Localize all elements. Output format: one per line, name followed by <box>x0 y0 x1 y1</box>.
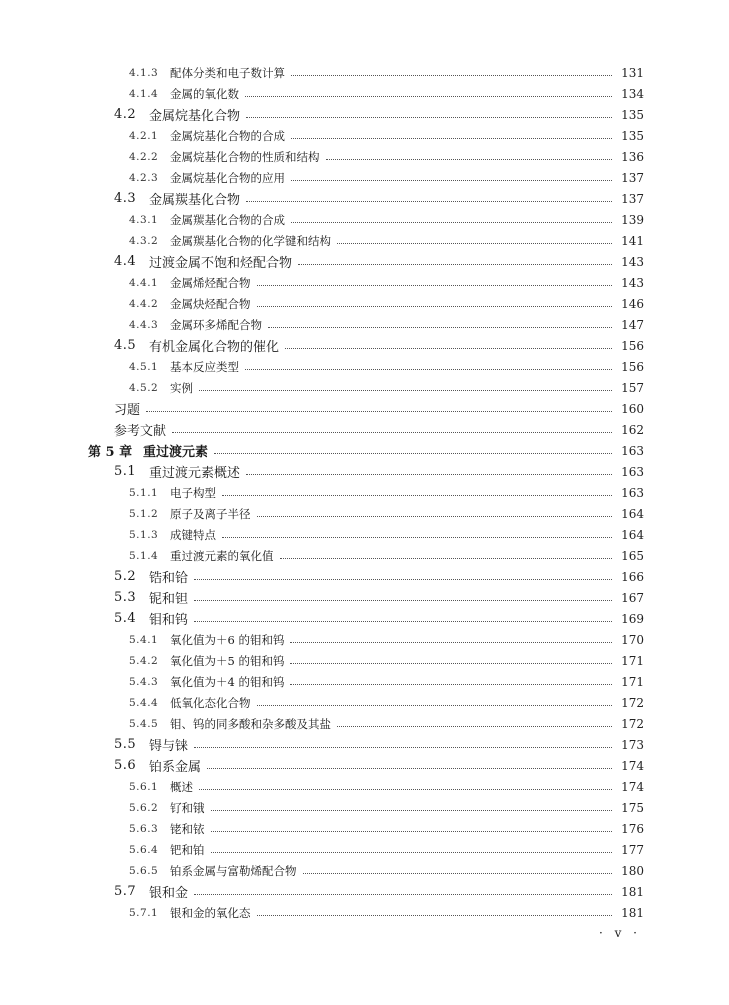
toc-entry-number: 5.6 <box>114 758 137 773</box>
dot-leader <box>257 285 613 286</box>
toc-entry-number: 5.4.3 <box>129 675 159 688</box>
dot-leader <box>280 558 613 559</box>
dot-leader <box>199 789 612 790</box>
toc-entry-number: 5.6.4 <box>129 843 159 856</box>
toc-entry-page: 163 <box>621 485 644 500</box>
toc-entry-title: 铑和铱 <box>170 821 205 836</box>
toc-entry-title: 氧化值为＋5 的钼和钨 <box>170 653 285 668</box>
toc-entry-number: 4.5 <box>114 338 137 353</box>
toc-entry-title: 金属烷基化合物的性质和结构 <box>170 149 320 164</box>
dot-leader <box>291 75 612 76</box>
toc-entry-page: 180 <box>621 863 644 878</box>
dot-leader <box>257 705 613 706</box>
toc-entry-page: 164 <box>621 527 644 542</box>
toc-entry-page: 171 <box>621 653 644 668</box>
dot-leader <box>194 894 612 895</box>
dot-leader <box>245 369 612 370</box>
toc-entry <box>129 230 644 251</box>
toc-entry-number: 5.7 <box>114 884 137 899</box>
toc-entry-number: 5.1.1 <box>129 486 159 499</box>
toc-entry <box>129 797 644 818</box>
toc-entry-number: 5.3 <box>114 590 137 605</box>
dot-leader <box>222 495 612 496</box>
toc-entry-title: 基本反应类型 <box>170 359 239 374</box>
toc-entry <box>114 251 644 272</box>
toc-entry-page: 181 <box>621 905 644 920</box>
toc-entry-page: 143 <box>621 275 644 290</box>
toc-entry-title: 重过渡元素的氧化值 <box>170 548 274 563</box>
toc-entry <box>129 650 644 671</box>
dot-leader <box>222 537 612 538</box>
dot-leader <box>268 327 612 328</box>
toc-entry-number: 5.1 <box>114 464 137 479</box>
toc-entry-title: 铌和钽 <box>149 592 189 607</box>
toc-entry-title: 低氧化态化合物 <box>170 695 251 710</box>
toc-entry <box>129 629 644 650</box>
toc-entry-page: 173 <box>621 737 644 752</box>
dot-leader <box>257 915 613 916</box>
toc-entry-title: 银和金 <box>149 886 189 901</box>
toc-entry-title: 锆和铪 <box>149 571 189 586</box>
toc-entry-page: 172 <box>621 716 644 731</box>
toc-entry-title: 氧化值为＋4 的钼和钨 <box>170 674 285 689</box>
toc-entry-page: 157 <box>621 380 644 395</box>
toc-entry-title: 实例 <box>170 380 193 395</box>
toc-entry-number: 4.1.4 <box>129 87 159 100</box>
toc-entry-page: 164 <box>621 506 644 521</box>
toc-entry-title: 氧化值为＋6 的钼和钨 <box>170 632 285 647</box>
toc-entry <box>88 440 644 461</box>
toc-entry <box>129 209 644 230</box>
toc-entry-title: 钯和铂 <box>170 842 205 857</box>
toc-entry-title: 重过渡元素 <box>143 445 209 460</box>
toc-entry-page: 137 <box>621 191 644 206</box>
toc-entry-number: 5.6.3 <box>129 822 159 835</box>
toc-entry <box>129 146 644 167</box>
toc-entry-page: 177 <box>621 842 644 857</box>
dot-leader <box>290 642 612 643</box>
toc-entry-number: 4.2.2 <box>129 150 159 163</box>
toc-entry-page: 146 <box>621 296 644 311</box>
toc-entry-page: 134 <box>621 86 644 101</box>
toc-entry <box>129 818 644 839</box>
toc-entry-number: 4.3.1 <box>129 213 159 226</box>
toc-entry-title: 过渡金属不饱和烃配合物 <box>149 256 293 271</box>
dot-leader <box>194 621 612 622</box>
toc-entry-number: 5.4 <box>114 611 137 626</box>
toc-entry-title: 电子构型 <box>170 485 216 500</box>
toc-entry-title: 金属烷基化合物的合成 <box>170 128 285 143</box>
toc-entry-page: 167 <box>621 590 644 605</box>
dot-leader <box>326 159 613 160</box>
toc-entry-page: 147 <box>621 317 644 332</box>
toc-entry-title: 金属羰基化合物 <box>149 193 241 208</box>
toc-entry-number: 5.4.4 <box>129 696 159 709</box>
dot-leader <box>285 348 612 349</box>
toc-entry-title: 参考文献 <box>114 424 167 439</box>
toc-entry-title: 原子及离子半径 <box>170 506 251 521</box>
toc-entry-title: 金属烷基化合物 <box>149 109 241 124</box>
dot-leader <box>337 726 612 727</box>
toc-entry <box>114 734 644 755</box>
toc-entry <box>114 188 644 209</box>
toc-entry-number: 5.1.3 <box>129 528 159 541</box>
toc-entry <box>129 524 644 545</box>
toc-entry <box>129 692 644 713</box>
dot-leader <box>146 411 612 412</box>
dot-leader <box>291 222 612 223</box>
toc-entry-title: 锝与铼 <box>149 739 189 754</box>
toc-entry <box>114 755 644 776</box>
toc-entry-page: 175 <box>621 800 644 815</box>
toc-entry <box>129 62 644 83</box>
toc-entry-number: 5.4.1 <box>129 633 159 646</box>
toc-entry-number: 5.6.2 <box>129 801 159 814</box>
toc-entry-page: 135 <box>621 128 644 143</box>
dot-leader <box>214 453 612 454</box>
toc-entry-number: 4.4.2 <box>129 297 159 310</box>
toc-entry <box>114 587 644 608</box>
toc-entry-title: 金属羰基化合物的合成 <box>170 212 285 227</box>
dot-leader <box>211 810 613 811</box>
toc-entry-page: 137 <box>621 170 644 185</box>
toc-entry-page: 169 <box>621 611 644 626</box>
toc-entry <box>129 839 644 860</box>
toc-entry-number: 4.4 <box>114 254 137 269</box>
toc-entry-page: 156 <box>621 359 644 374</box>
toc-entry-title: 金属羰基化合物的化学键和结构 <box>170 233 331 248</box>
dot-leader <box>246 474 612 475</box>
toc-entry-number: 4.2 <box>114 107 137 122</box>
toc-entry-title: 钼和钨 <box>149 613 189 628</box>
toc-entry-title: 钼、钨的同多酸和杂多酸及其盐 <box>170 716 331 731</box>
toc-entry <box>114 398 644 419</box>
toc-entry-page: 174 <box>621 779 644 794</box>
toc-entry-number: 4.3.2 <box>129 234 159 247</box>
toc-entry <box>114 335 644 356</box>
toc-entry-page: 172 <box>621 695 644 710</box>
toc-entry <box>114 881 644 902</box>
toc-entry-number: 5.5 <box>114 737 137 752</box>
toc-entry-number: 4.5.1 <box>129 360 159 373</box>
toc-entry <box>114 461 644 482</box>
dot-leader <box>245 96 612 97</box>
dot-leader <box>303 873 613 874</box>
dot-leader <box>290 663 612 664</box>
dot-leader <box>291 180 612 181</box>
dot-leader <box>194 579 612 580</box>
toc-entry-number: 5.1.4 <box>129 549 159 562</box>
toc-entry-page: 163 <box>621 443 644 458</box>
toc-entry-title: 金属烷基化合物的应用 <box>170 170 285 185</box>
toc-entry <box>129 776 644 797</box>
toc-entry <box>129 860 644 881</box>
dot-leader <box>291 138 612 139</box>
toc-entry <box>129 83 644 104</box>
toc-entry-title: 铂系金属与富勒烯配合物 <box>170 863 297 878</box>
toc-entry <box>129 314 644 335</box>
toc-entry <box>114 566 644 587</box>
toc-entry-title: 概述 <box>170 779 193 794</box>
page-number-footer: · v · <box>598 926 641 940</box>
toc-entry-title: 成键特点 <box>170 527 216 542</box>
toc-entry-page: 163 <box>621 464 644 479</box>
dot-leader <box>199 390 612 391</box>
dot-leader <box>207 768 612 769</box>
toc-entry-page: 176 <box>621 821 644 836</box>
toc-entry-page: 141 <box>621 233 644 248</box>
toc-entry <box>129 482 644 503</box>
toc-entry-title: 金属炔烃配合物 <box>170 296 251 311</box>
toc-entry-page: 162 <box>621 422 644 437</box>
toc-entry-number: 4.4.3 <box>129 318 159 331</box>
dot-leader <box>172 432 612 433</box>
toc-entry-number: 4.2.3 <box>129 171 159 184</box>
toc-entry-page: 165 <box>621 548 644 563</box>
toc-entry-page: 136 <box>621 149 644 164</box>
dot-leader <box>337 243 612 244</box>
toc-entry-title: 习题 <box>114 403 141 418</box>
toc-entry <box>129 671 644 692</box>
toc-entry <box>129 902 644 923</box>
toc-entry <box>129 167 644 188</box>
dot-leader <box>298 264 612 265</box>
toc-entry-page: 170 <box>621 632 644 647</box>
toc-entry <box>129 377 644 398</box>
toc-entry-number: 5.6.5 <box>129 864 159 877</box>
toc-entry-title: 重过渡元素概述 <box>149 466 241 481</box>
toc-entry-number: 5.2 <box>114 569 137 584</box>
toc-entry-page: 156 <box>621 338 644 353</box>
toc-entry-page: 171 <box>621 674 644 689</box>
toc-entry <box>129 125 644 146</box>
toc-entry <box>129 293 644 314</box>
toc-entry <box>129 272 644 293</box>
dot-leader <box>290 684 612 685</box>
toc-entry <box>114 608 644 629</box>
toc-entry-number: 5.4.5 <box>129 717 159 730</box>
toc-entry-number: 4.1.3 <box>129 66 159 79</box>
toc-entry-title: 金属环多烯配合物 <box>170 317 262 332</box>
toc-entry-page: 143 <box>621 254 644 269</box>
dot-leader <box>257 306 613 307</box>
dot-leader <box>246 117 612 118</box>
toc-entry-number: 5.4.2 <box>129 654 159 667</box>
dot-leader <box>257 516 613 517</box>
toc-entry-page: 139 <box>621 212 644 227</box>
toc-entry-page: 131 <box>621 65 644 80</box>
toc-entry-title: 金属烯烃配合物 <box>170 275 251 290</box>
dot-leader <box>211 831 613 832</box>
dot-leader <box>194 600 612 601</box>
toc-entry-number: 第 5 章 <box>88 445 133 460</box>
dot-leader <box>246 201 612 202</box>
dot-leader <box>194 747 612 748</box>
toc-entry <box>129 545 644 566</box>
toc-entry-number: 4.5.2 <box>129 381 159 394</box>
toc-entry-number: 5.1.2 <box>129 507 159 520</box>
toc-entry-page: 181 <box>621 884 644 899</box>
toc-entry-title: 金属的氧化数 <box>170 86 239 101</box>
toc-entry <box>129 503 644 524</box>
dot-leader <box>211 852 613 853</box>
toc-entry-number: 5.7.1 <box>129 906 159 919</box>
toc-entry-page: 135 <box>621 107 644 122</box>
toc-entry <box>129 713 644 734</box>
toc-entry <box>114 419 644 440</box>
toc-entry-page: 174 <box>621 758 644 773</box>
toc-entry-number: 4.4.1 <box>129 276 159 289</box>
toc-entry-number: 5.6.1 <box>129 780 159 793</box>
toc-entry-page: 166 <box>621 569 644 584</box>
toc-entry <box>129 356 644 377</box>
toc-entry-title: 铂系金属 <box>149 760 202 775</box>
toc-entry-title: 配体分类和电子数计算 <box>170 65 285 80</box>
toc-entry <box>114 104 644 125</box>
toc-entry-title: 钌和锇 <box>170 800 205 815</box>
toc-entry-number: 4.2.1 <box>129 129 159 142</box>
toc-entry-number: 4.3 <box>114 191 137 206</box>
toc-entry-title: 银和金的氧化态 <box>170 905 251 920</box>
toc-entry-page: 160 <box>621 401 644 416</box>
toc-entry-title: 有机金属化合物的催化 <box>149 340 280 355</box>
